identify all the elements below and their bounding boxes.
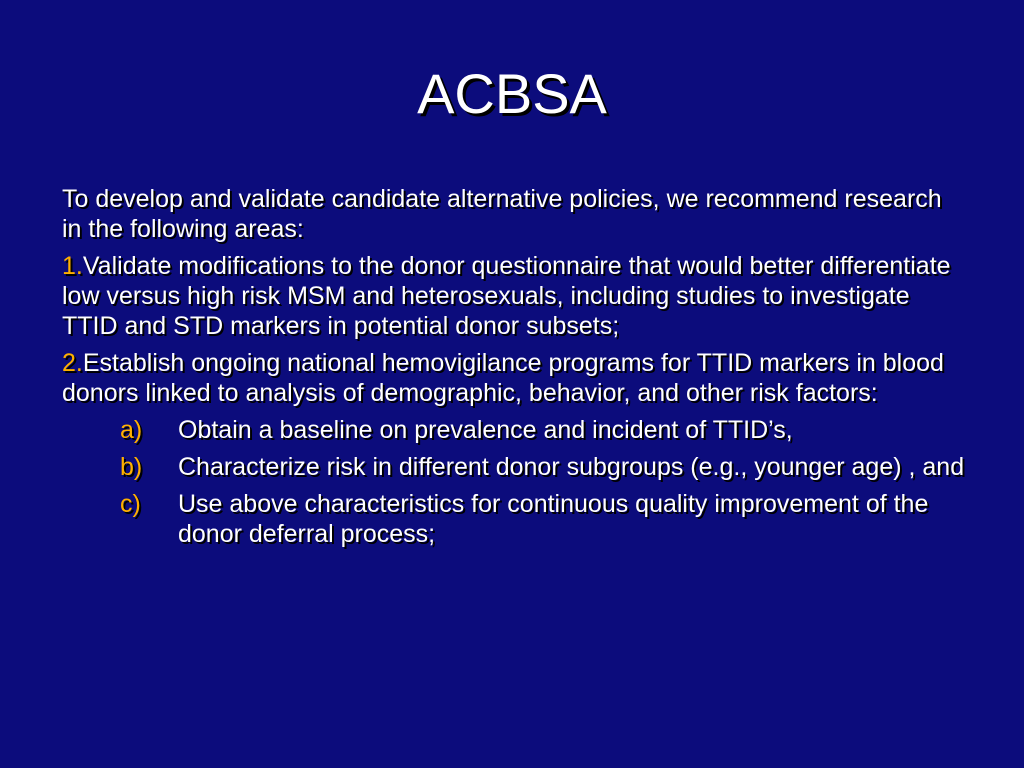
list-item-1-text: Validate modifications to the donor questionnaire that would better differentiate low versus high risk MSM and heterosexuals, including studies to investigate TTID and STD markers in potential donor subsets; [62, 252, 951, 340]
slide-title: ACBSA [417, 62, 607, 125]
list-item-2 [62, 348, 967, 408]
sub-item-b-text: Characterize risk in different donor subgroups (e.g., younger age) , and [178, 453, 965, 481]
list-item-1-number: 1. [62, 252, 83, 280]
list-item-2-number: 2. [62, 349, 83, 377]
sub-item-c-marker: c) [120, 490, 141, 518]
sub-item-a-text: Obtain a baseline on prevalence and incident of TTID’s, [178, 416, 793, 444]
sub-item-c [62, 489, 967, 549]
sub-item-a [62, 415, 967, 445]
list-item-2-text: Establish ongoing national hemovigilance programs for TTID markers in blood donors linked to analysis of demographic, behavior, and other risk factors: [62, 349, 944, 407]
sub-item-c-text: Use above characteristics for continuous quality improvement of the donor deferral process; [178, 490, 929, 548]
sub-item-b-marker: b) [120, 453, 143, 481]
intro-paragraph: To develop and validate candidate alternative policies, we recommend research in the following areas: [62, 185, 942, 243]
list-item-1 [62, 251, 967, 341]
sub-item-b [62, 452, 967, 482]
slide-body [62, 184, 967, 556]
sub-item-a-marker: a) [120, 416, 143, 444]
